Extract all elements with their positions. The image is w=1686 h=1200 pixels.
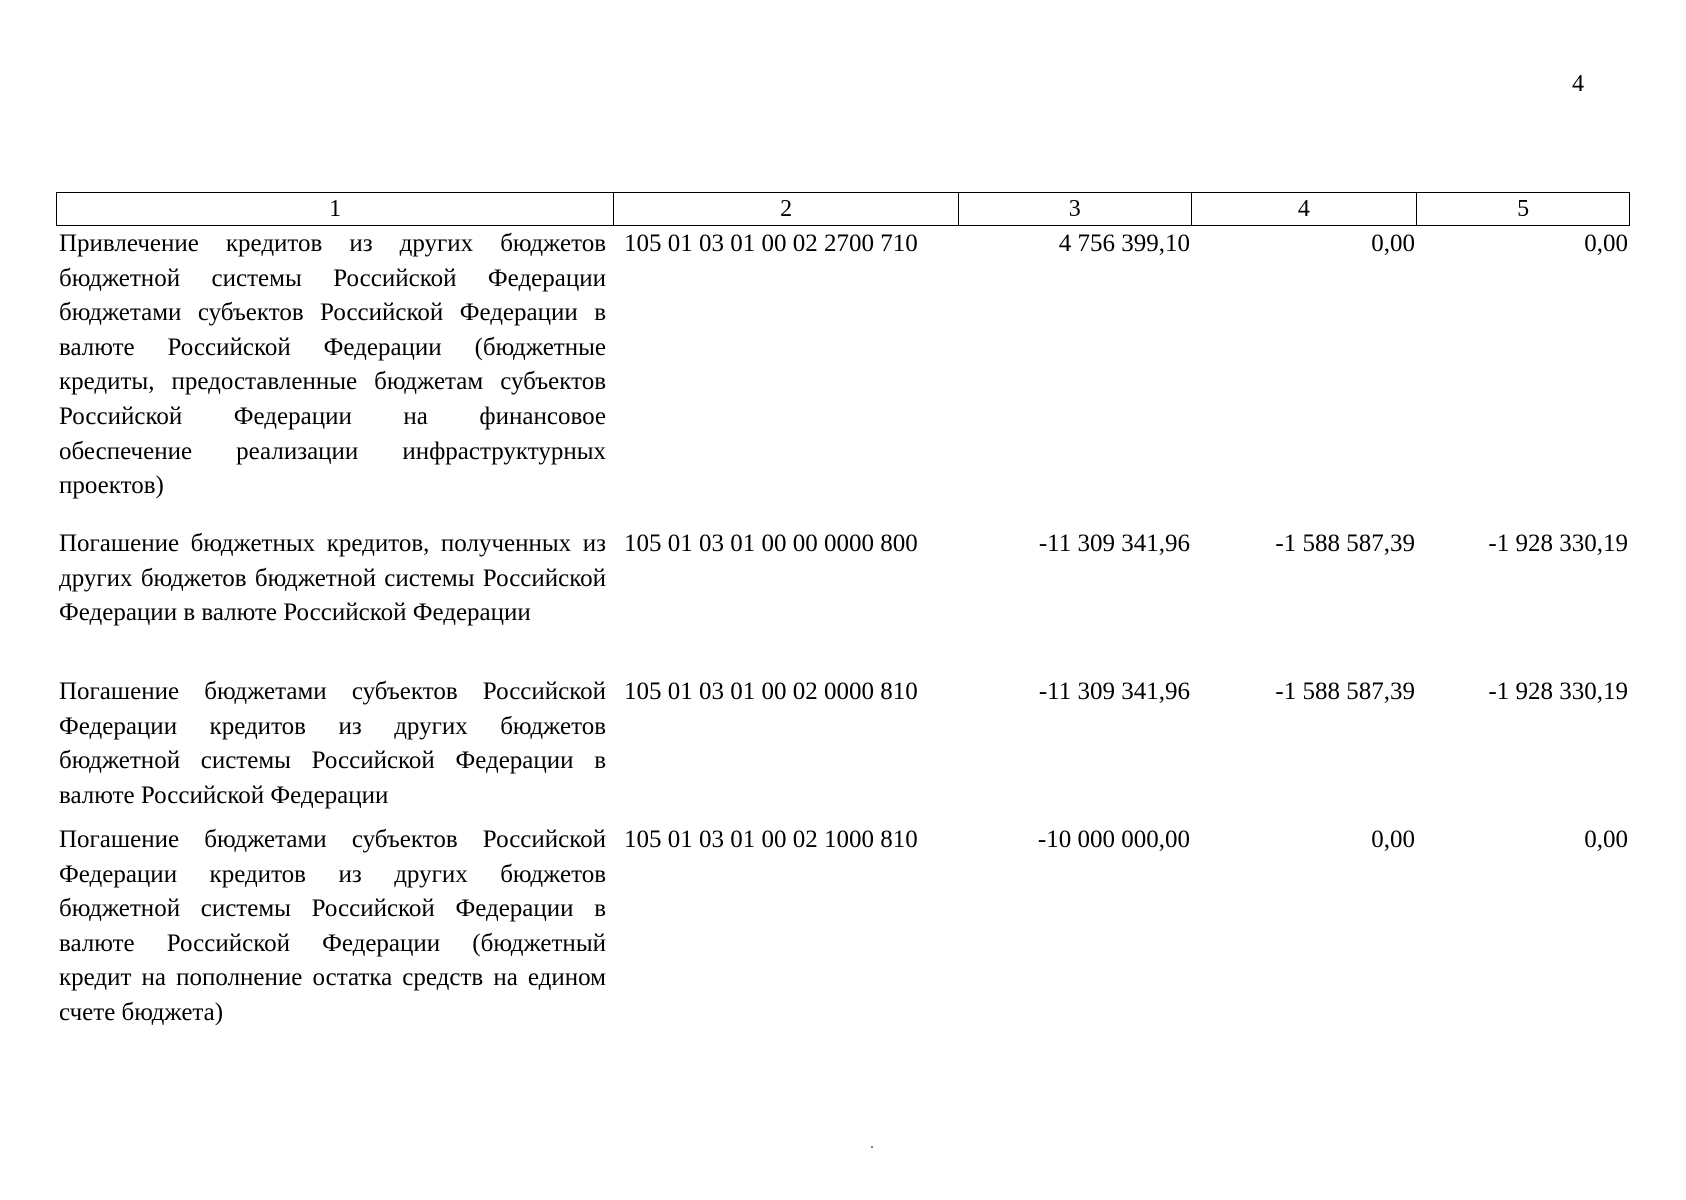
row-code: 105 01 03 01 00 00 0000 800 [624, 530, 918, 557]
row-value-col3: -11 309 341,96 [1038, 530, 1190, 557]
row-value-col5: -1 928 330,19 [1488, 678, 1628, 705]
row-code: 105 01 03 01 00 02 0000 810 [624, 678, 918, 705]
row-code: 105 01 03 01 00 02 2700 710 [624, 230, 918, 257]
row-code: 105 01 03 01 00 02 1000 810 [624, 826, 918, 853]
header-cell-5: 5 [1517, 196, 1530, 222]
row-value-col3: 4 756 399,10 [1058, 230, 1190, 257]
page-number: 4 [1572, 71, 1584, 97]
header-cell-1: 1 [57, 193, 614, 225]
row-value-col5: 0,00 [1584, 826, 1628, 853]
row-description: Погашение бюджетных кредитов, полученных из других бюджетов бюджетной системы Российской Федерации в валюте Российской Федерации [59, 530, 606, 627]
header-cell-3: 3 [959, 193, 1192, 225]
row-value-col5: 0,00 [1584, 230, 1628, 257]
row-description: Погашение бюджетами субъектов Российской Федерации кредитов из других бюджетов бюджетной системы Российской Федерации в валюте Российской Федерации [59, 678, 606, 809]
table-header-row [56, 192, 1630, 226]
row-value-col3: -11 309 341,96 [1038, 678, 1190, 705]
row-value-col4: 0,00 [1371, 230, 1415, 257]
row-description: Привлечение кредитов из других бюджетов бюджетной системы Российской Федерации бюджетами субъектов Российской Федерации в валюте Российской Федерации (бюджетные кредиты, предоставленные бюджетам субъектов Российской Федерации на финансовое обеспечение реализации инфраструктурных проектов) [59, 230, 606, 500]
scan-dot-mark [871, 1146, 873, 1148]
row-value-col4: -1 588 587,39 [1275, 530, 1415, 557]
header-cell-2: 2 [614, 193, 959, 225]
row-value-col4: -1 588 587,39 [1275, 678, 1415, 705]
row-value-col4: 0,00 [1371, 826, 1415, 853]
row-description: Погашение бюджетами субъектов Российской Федерации кредитов из других бюджетов бюджетной системы Российской Федерации в валюте Российской Федерации (бюджетный кредит на пополнение остатка средств на едином счете бюджета) [59, 826, 606, 1026]
row-value-col3: -10 000 000,00 [1037, 826, 1190, 853]
row-value-col5: -1 928 330,19 [1488, 530, 1628, 557]
header-cell-4: 4 [1192, 193, 1418, 225]
